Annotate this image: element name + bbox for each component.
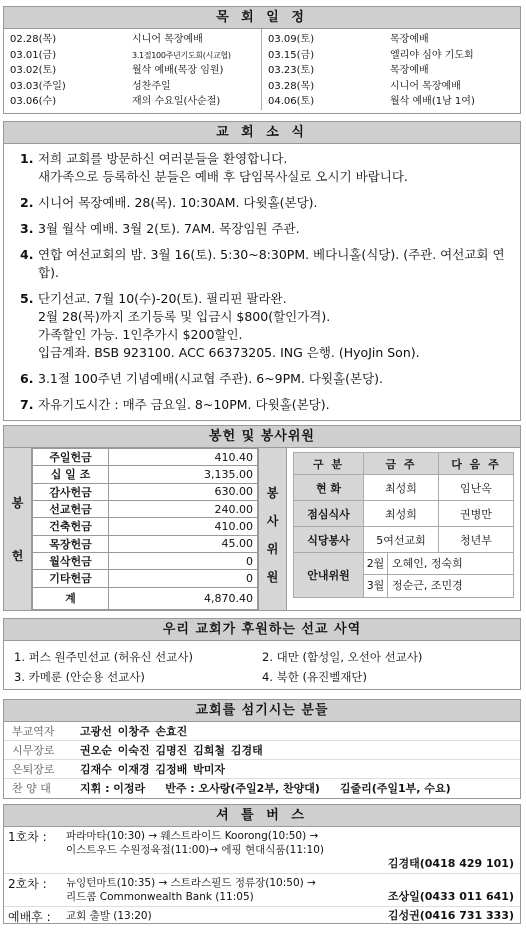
schedule-event: 시니어 목장예배 bbox=[132, 34, 203, 45]
mission-item: 1. 퍼스 원주민선교 (허유신 선교사) bbox=[14, 650, 193, 664]
missions-section bbox=[3, 618, 521, 690]
offering-label-char: 봉 bbox=[11, 496, 24, 510]
missions-title: 우리 교회가 후원하는 선교 사역 bbox=[4, 619, 520, 641]
offering-name: 감사헌금 bbox=[33, 483, 109, 500]
offering-label-char: 헌 bbox=[11, 549, 24, 563]
schedule-row bbox=[268, 32, 516, 48]
service-role: 식당봉사 bbox=[294, 527, 364, 553]
shuttle-title: 셔 틀 버 스 bbox=[4, 805, 520, 827]
schedule-event: 시니어 목장예배 bbox=[390, 80, 461, 92]
usher-names: 오혜인, 정숙희 bbox=[392, 557, 463, 570]
choir-accompanist: 반주 : 오사랑(주일2부, 찬양대) bbox=[165, 782, 320, 795]
news-line: 새가족으로 등록하신 분들은 예배 후 담임목사실로 오시기 바랍니다. bbox=[38, 169, 408, 184]
offering-amount: 45.00 bbox=[109, 535, 258, 552]
offering-name: 건축헌금 bbox=[33, 518, 109, 535]
service-next-week: 권병만 bbox=[438, 501, 513, 527]
shuttle-stops: 교회 출발 (13:20) bbox=[66, 910, 152, 922]
news-number: 4. bbox=[20, 247, 34, 262]
schedule-event: 3.1절100주년기도회(시교협) bbox=[132, 50, 231, 60]
choir-accompanist: 김줄리(주일1부, 수요) bbox=[339, 782, 451, 795]
news-number: 3. bbox=[20, 221, 34, 236]
usher-role: 안내위원 bbox=[294, 553, 364, 598]
service-next-week: 임난옥 bbox=[438, 475, 513, 501]
offering-amount: 410.00 bbox=[109, 518, 258, 535]
schedule-date: 02.28(목) bbox=[10, 34, 57, 45]
shuttle-driver: 김성권(0416 731 333) bbox=[387, 909, 514, 922]
servant-row bbox=[4, 722, 520, 741]
service-vertical-label bbox=[259, 448, 287, 610]
offering-row bbox=[33, 570, 258, 587]
news-list bbox=[4, 144, 520, 414]
shuttle-route bbox=[4, 874, 520, 907]
offering-name: 월삭헌금 bbox=[33, 552, 109, 569]
news-item bbox=[20, 290, 510, 362]
service-label-char: 사 bbox=[266, 513, 279, 528]
usher-cell bbox=[364, 553, 514, 598]
schedule-date: 03.02(토) bbox=[10, 65, 57, 76]
shuttle-driver: 김경태(0418 429 101) bbox=[387, 857, 514, 870]
mission-item: 3. 카메룬 (안순용 선교사) bbox=[14, 670, 145, 684]
offering-total-label: 계 bbox=[33, 587, 109, 610]
mission-item: 2. 대만 (함성일, 오선아 선교사) bbox=[262, 650, 423, 664]
shuttle-route bbox=[4, 827, 520, 874]
choir-conductor: 지휘 : 이정라 bbox=[80, 782, 146, 795]
shuttle-label: 1호차 : bbox=[8, 830, 47, 844]
news-line: 3.1절 100주년 기념예배(시교협 주관). 6~9PM. 다윗홀(본당). bbox=[38, 371, 384, 386]
schedule-event: 성찬주일 bbox=[132, 80, 171, 92]
offering-row bbox=[33, 500, 258, 517]
service-next-week: 청년부 bbox=[438, 527, 513, 553]
servant-row bbox=[4, 760, 520, 779]
shuttle-route bbox=[4, 907, 520, 925]
offering-name: 주일헌금 bbox=[33, 449, 109, 466]
servants-title: 교회를 섬기시는 분들 bbox=[4, 700, 520, 722]
offering-amount: 0 bbox=[109, 570, 258, 587]
schedule-row bbox=[10, 63, 257, 79]
schedule-date: 03.23(토) bbox=[268, 65, 315, 76]
servant-names: 권오순 이숙진 김명진 김희철 김경태 bbox=[80, 744, 263, 757]
schedule-event: 목장예배 bbox=[390, 34, 429, 45]
schedule-row bbox=[10, 79, 257, 95]
schedule-event: 엘리야 심야 기도회 bbox=[390, 49, 474, 61]
schedule-section bbox=[3, 6, 521, 114]
service-role: 현 화 bbox=[294, 475, 364, 501]
shuttle-label: 2호차 : bbox=[8, 877, 47, 891]
shuttle-stops: 리드콤 Commonwealth Bank (11:05) bbox=[66, 891, 254, 903]
news-number: 2. bbox=[20, 195, 34, 210]
offering-name: 십 일 조 bbox=[33, 466, 109, 483]
servant-role: 부교역자 bbox=[12, 725, 55, 738]
offering-row bbox=[33, 483, 258, 500]
servants-section bbox=[3, 699, 521, 799]
news-item bbox=[20, 370, 510, 388]
schedule-row bbox=[268, 63, 516, 79]
usher-row bbox=[364, 553, 513, 575]
service-label-char: 위 bbox=[266, 541, 279, 556]
service-label-char: 원 bbox=[266, 569, 279, 584]
shuttle-section bbox=[3, 804, 521, 924]
shuttle-driver: 조상일(0433 011 641) bbox=[387, 890, 514, 903]
news-item bbox=[20, 220, 510, 238]
news-item bbox=[20, 246, 510, 282]
schedule-date: 04.06(토) bbox=[268, 96, 315, 107]
offering-vertical-label bbox=[4, 448, 32, 610]
schedule-row bbox=[268, 48, 516, 64]
news-line: 가족할인 가능. 1인추가시 $200할인. bbox=[38, 327, 243, 342]
news-number: 6. bbox=[20, 371, 34, 386]
schedule-title: 목 회 일 정 bbox=[4, 7, 520, 29]
news-line: 2월 28(목)까지 조기등록 및 입금시 $800(할인가격). bbox=[38, 309, 331, 324]
schedule-event: 월삭 예배(1남 1여) bbox=[390, 96, 475, 107]
choir-role: 찬 양 대 bbox=[12, 782, 51, 795]
mission-item: 4. 북한 (유진벨재단) bbox=[262, 670, 368, 684]
schedule-left-column bbox=[4, 29, 262, 110]
offering-table bbox=[32, 448, 258, 610]
schedule-row bbox=[10, 94, 257, 110]
schedule-date: 03.09(토) bbox=[268, 34, 315, 45]
schedule-date: 03.28(목) bbox=[268, 80, 315, 92]
news-line: 시니어 목장예배. 28(목). 10:30AM. 다윗홀(본당). bbox=[38, 195, 318, 210]
schedule-date: 03.06(수) bbox=[10, 96, 57, 107]
news-line: 3월 월삭 예배. 3월 2(토). 7AM. 목장임원 주관. bbox=[38, 221, 300, 236]
usher-row bbox=[364, 575, 513, 597]
offering-amount: 410.40 bbox=[109, 449, 258, 466]
shuttle-stops: 이스트우드 수원정육점(11:00)→ 에핑 현대식품(11:10) bbox=[66, 844, 325, 856]
offering-title: 봉헌 및 봉사위원 bbox=[4, 426, 520, 448]
schedule-row bbox=[10, 48, 257, 64]
service-role: 점심식사 bbox=[294, 501, 364, 527]
news-line: 단기선교. 7월 10(수)-20(토). 필리핀 팔라완. bbox=[38, 291, 287, 306]
schedule-event: 재의 수요일(사순절) bbox=[132, 96, 221, 107]
servant-role: 시무장로 bbox=[12, 744, 55, 757]
usher-names: 정순근, 조민경 bbox=[392, 579, 463, 592]
schedule-event: 목장예배 bbox=[390, 65, 429, 76]
offering-section bbox=[3, 425, 521, 611]
news-item bbox=[20, 150, 510, 186]
news-number: 7. bbox=[20, 397, 34, 412]
news-number: 5. bbox=[20, 291, 34, 306]
shuttle-stops: 뉴잉턴마트(10:35) → 스트라스필드 정류장(10:50) → bbox=[66, 877, 316, 889]
offering-name: 선교헌금 bbox=[33, 500, 109, 517]
schedule-row bbox=[10, 32, 257, 48]
choir-row bbox=[4, 779, 520, 798]
news-number: 1. bbox=[20, 151, 34, 166]
news-line: 입금계좌. BSB 923100. ACC 66373205. ING 은행. (HyoJin Son). bbox=[38, 345, 420, 360]
service-this-week: 최성희 bbox=[364, 475, 439, 501]
schedule-date: 03.03(주일) bbox=[10, 80, 66, 92]
schedule-event: 월삭 예배(목장 임원) bbox=[132, 65, 224, 76]
servant-row bbox=[4, 741, 520, 760]
servant-role: 은퇴장로 bbox=[12, 763, 55, 776]
schedule-row bbox=[268, 79, 516, 95]
offering-amount: 240.00 bbox=[109, 500, 258, 517]
schedule-right-column bbox=[262, 29, 520, 110]
service-this-week: 5여선교회 bbox=[364, 527, 439, 553]
offering-row bbox=[33, 535, 258, 552]
news-line: 자유기도시간 : 매주 금요일. 8~10PM. 다윗홀(본당). bbox=[38, 397, 330, 412]
usher-month: 3월 bbox=[364, 575, 388, 597]
schedule-row bbox=[268, 94, 516, 110]
offering-total-amount: 4,870.40 bbox=[109, 587, 258, 610]
offering-name: 목장헌금 bbox=[33, 535, 109, 552]
service-header: 금 주 bbox=[364, 453, 439, 475]
news-line: 연합 여선교회의 밤. 3월 16(토). 5:30~8:30PM. 베다니홀(식당). (주관. 여선교회 연합). bbox=[38, 247, 505, 280]
shuttle-label: 예배후 : bbox=[8, 910, 51, 924]
offering-amount: 630.00 bbox=[109, 483, 258, 500]
news-title: 교 회 소 식 bbox=[4, 122, 520, 144]
service-header: 구 분 bbox=[294, 453, 364, 475]
offering-amount: 0 bbox=[109, 552, 258, 569]
news-line: 저희 교회를 방문하신 여러분들을 환영합니다. bbox=[38, 151, 288, 166]
news-item bbox=[20, 396, 510, 414]
service-this-week: 최성희 bbox=[364, 501, 439, 527]
schedule-date: 03.15(금) bbox=[268, 49, 315, 61]
offering-row bbox=[33, 449, 258, 466]
service-label-char: 봉 bbox=[266, 485, 279, 500]
service-header: 다 음 주 bbox=[438, 453, 513, 475]
service-table bbox=[293, 452, 514, 598]
offering-row bbox=[33, 518, 258, 535]
offering-amount: 3,135.00 bbox=[109, 466, 258, 483]
offering-row bbox=[33, 466, 258, 483]
servant-names: 김재수 이재경 김정배 박미자 bbox=[80, 763, 225, 776]
shuttle-stops: 파라마타(10:30) → 웨스트라이드 Koorong(10:50) → bbox=[66, 830, 319, 842]
servant-names: 고광선 이창주 손효진 bbox=[80, 725, 188, 738]
schedule-date: 03.01(금) bbox=[10, 49, 57, 61]
usher-month: 2월 bbox=[364, 553, 388, 574]
offering-total-row bbox=[33, 587, 258, 610]
offering-row bbox=[33, 552, 258, 569]
offering-name: 기타헌금 bbox=[33, 570, 109, 587]
church-news-section bbox=[3, 121, 521, 421]
news-item bbox=[20, 194, 510, 212]
